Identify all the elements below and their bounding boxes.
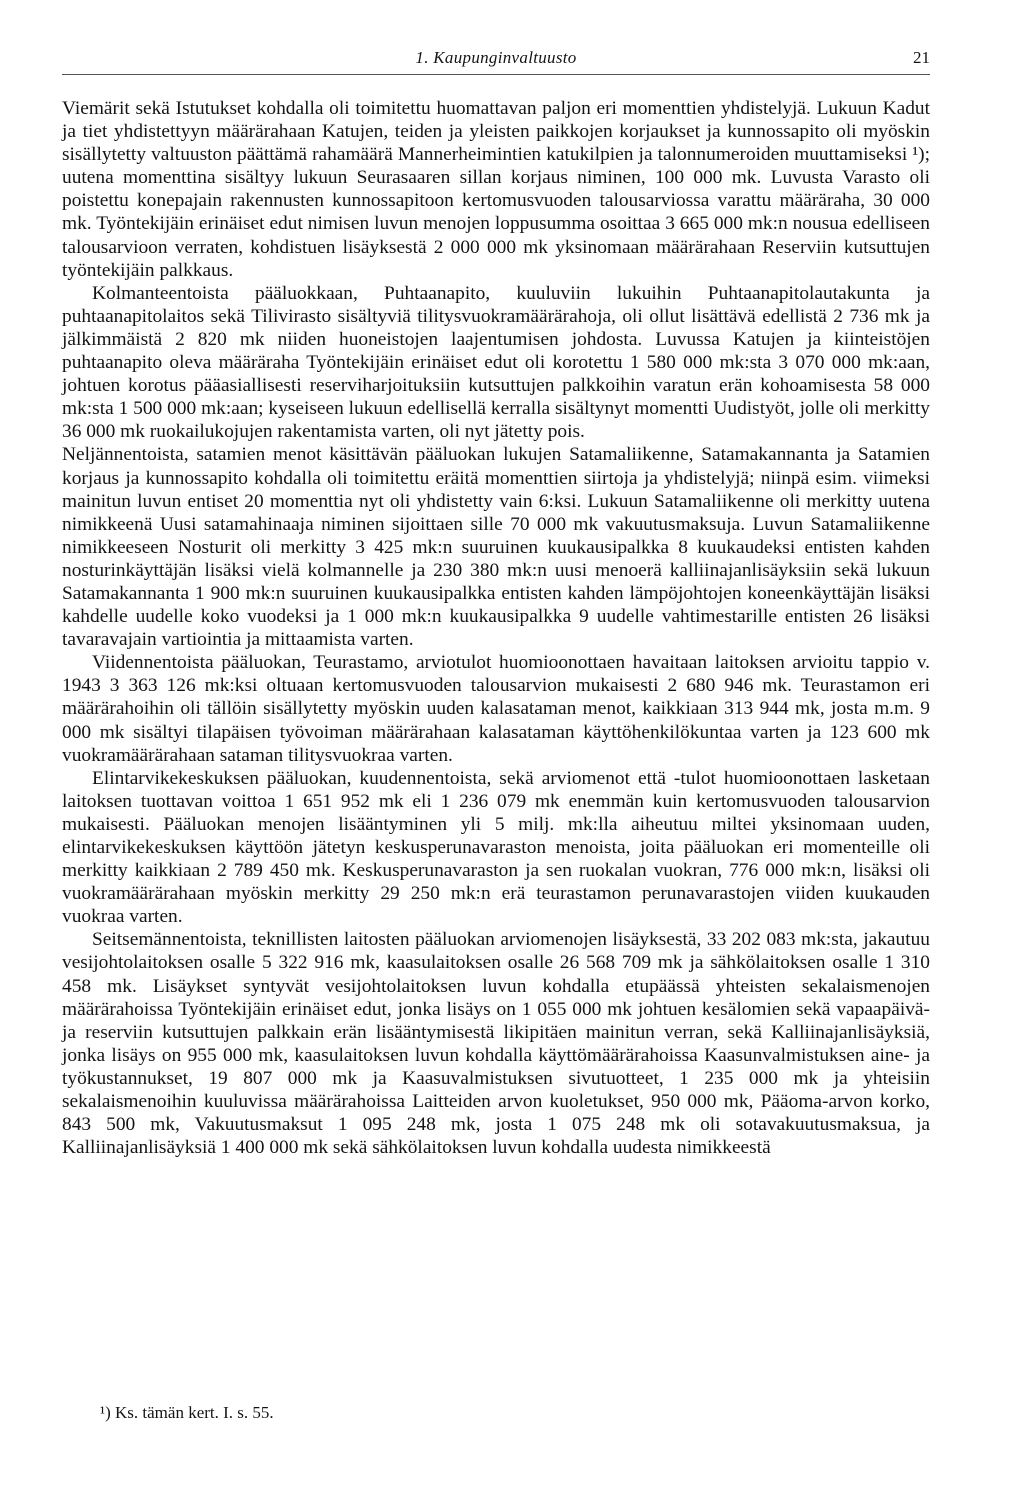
paragraph: Neljännentoista, satamien menot käsittävän pääluokan lukujen Satamaliikenne, Satamakannanta ja Satamien korjaus ja kunnossapito kohdalla oli toimitettu eräitä momenttien siirtoja ja yhdistelyjä; niinpä esim. viimeksi mainitun luvun entiset 20 momenttia nyt oli yhdistetty vain 6:ksi. Lukuun Satamaliikenne oli merkitty uutena nimikkeenä Uusi satamahinaaja niminen sijoittaen sille 70 000 mk vakuutusmaksuja. Luvun Satamaliikenne nimikkeeseen Nosturit oli merkitty 3 425 mk:n suuruinen kuukausipalkka 8 kuukaudeksi entisten kahden nosturinkäyttäjän lisäksi vielä kolmannelle ja 230 380 mk:n uusi menoerä kalliinajanlisäyksiin sekä lukuun Satamakannanta 1 900 mk:n suuruinen kuukausipalkka entisten kahden lämpöjohtojen koneenkäyttäjän lisäksi kahdelle uudelle koko vuodeksi ja 1 000 mk:n kuukausipalkka 9 uudelle vahtimestarille entisten 26 lisäksi tavaravajain vartiointia ja mittaamista varten. (62, 444, 930, 651)
paragraph: Elintarvikekeskuksen pääluokan, kuudennentoista, sekä arviomenot että -tulot huomioonottaen lasketaan laitoksen tuottavan voittoa 1 651 952 mk eli 1 236 079 mk enemmän kuin kertomusvuoden talousarvion mukaisesti. Pääluokan menojen lisääntyminen yli 5 milj. mk:lla aiheutuu miltei yksinomaan uuden, elintarvikekeskuksen käyttöön jätetyn keskusperunavaraston menoista, joita pääluokan eri momenteille oli merkitty kaikkiaan 2 789 450 mk. Keskusperunavaraston ja sen ruokalan vuokran, 776 000 mk:n, lisäksi oli vuokramäärärahaan myöskin merkitty 29 250 mk:n erä teurastamon perunavarastojen viiden kuukauden vuokraa varten. (62, 767, 930, 928)
running-head (62, 44, 930, 75)
footnote: ¹) Ks. tämän kert. I. s. 55. (100, 1403, 274, 1422)
paragraph: Seitsemännentoista, teknillisten laitosten pääluokan arviomenojen lisäyksestä, 33 202 083 mk:sta, jakautuu vesijohtolaitoksen osalle 5 322 916 mk, kaasulaitoksen osalle 26 568 709 mk ja sähkölaitoksen osalle 1 310 458 mk. Lisäykset syntyvät vesijohtolaitoksen luvun kohdalla etupäässä yhteisten sekalaismenojen määrärahoissa Työntekijäin erinäiset edut, jonka lisäys on 1 055 000 mk johtuen kesälomien sekä vapaapäivä- ja reserviin kutsuttujen palkkain erän lisääntymisestä likipitäen mainitun verran, sekä Kalliinajanlisäyksiä, jonka lisäys on 955 000 mk, kaasulaitoksen luvun kohdalla käyttömäärärahoissa Kaasunvalmistuksen aine- ja työkustannukset, 19 807 000 mk ja Kaasuvalmistuksen sivutuotteet, 1 235 000 mk ja yhteisiin sekalaismenoihin kuuluvissa määrärahoissa Laitteiden arvon kuoletukset, 950 000 mk, Pääoma-arvon korko, 843 500 mk, Vakuutusmaksut 1 095 248 mk, josta 1 075 248 mk oli sotavakuutusmaksua, ja Kalliinajanlisäyksiä 1 400 000 mk sekä sähkölaitoksen luvun kohdalla uudesta nimikkeestä (62, 929, 930, 1159)
page-number: 21 (913, 48, 930, 67)
paragraph: Viemärit sekä Istutukset kohdalla oli toimitettu huomattavan paljon eri momenttien yhdistelyjä. Lukuun Kadut ja tiet yhdistettyyn määrärahaan Katujen, teiden ja yleisten paikkojen korjaukset ja kunnossapito oli myöskin sisällytetty valtuuston päättämä rahamäärä Mannerheimintien katukilpien ja talonnumeroiden muuttamiseksi ¹); uutena momenttina sisältyy lukuun Seurasaaren sillan korjaus niminen, 100 000 mk. Luvusta Varasto oli poistettu konepajain rakennusten kunnossapitoon kertomusvuoden talousarviossa varattu määräraha, 30 000 mk. Työntekijäin erinäiset edut nimisen luvun menojen loppusumma osoittaa 3 665 000 mk:n nousua edelliseen talousarvioon verraten, kohdistuen lisäyksestä 2 000 000 mk yksinomaan määrärahaan Reserviin kutsuttujen työntekijäin palkkaus. (62, 98, 930, 281)
paragraph: Kolmanteentoista pääluokkaan, Puhtaanapito, kuuluviin lukuihin Puhtaanapitolautakunta ja puhtaanapitolaitos sekä Tilivirasto sisältyviä tilitysvuokramäärärahoja, oli ollut lisättävä edellistä 2 736 mk ja jälkimmäistä 2 820 mk niiden huoneistojen laajentumisen johdosta. Luvussa Katujen ja kiinteistöjen puhtaanapito oleva määräraha Työntekijäin erinäiset edut oli korotettu 1 580 000 mk:sta 3 070 000 mk:aan, johtuen korotus pääasiallisesti reserviharjoituksiin kutsuttujen palkkoihin varatun erän kohoamisesta 58 000 mk:sta 1 500 000 mk:aan; kyseiseen lukuun edellisellä kerralla sisältynyt momentti Uudistyöt, jolle oli merkitty 36 000 mk ruokailukojujen rakentamista varten, oli nyt jätetty pois. (62, 282, 930, 443)
body-text (62, 97, 930, 1159)
paragraph: Viidennentoista pääluokan, Teurastamo, arviotulot huomioonottaen havaitaan laitoksen arvioitu tappio v. 1943 3 363 126 mk:ksi oltuaan kertomusvuoden talousarvion mukaisesti 2 680 946 mk. Teurastamon eri määrärahoihin oli tällöin sisällytetty myöskin uuden kalasataman menot, kaikkiaan 313 944 mk, josta m.m. 9 000 mk sisältyi tilapäisen työvoiman määrärahaan kalasataman käyttöhenkilökuntaa varten ja 123 600 mk vuokramäärärahaan sataman tilitysvuokraa varten. (62, 652, 930, 766)
running-head-title: 1. Kaupunginvaltuusto (415, 48, 577, 67)
page (62, 44, 930, 1159)
